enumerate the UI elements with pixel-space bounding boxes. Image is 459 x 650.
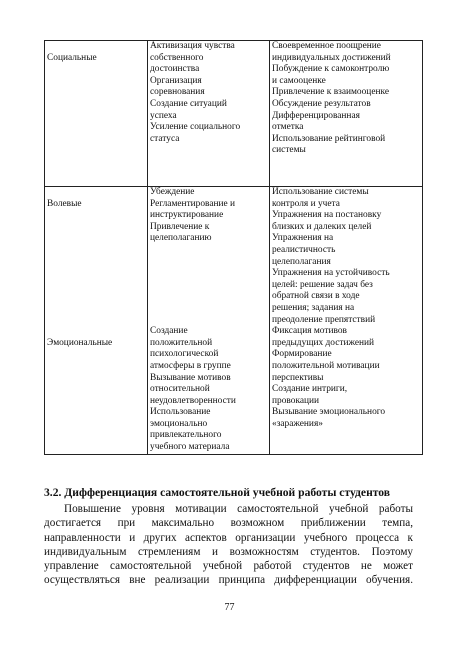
list-item: Упражнения на устойчивость	[272, 268, 390, 279]
motive-type-label: Эмоциональные	[47, 337, 113, 348]
body-paragraph	[44, 502, 413, 588]
list-item: предыдущих достижений	[272, 337, 375, 348]
list-item: Формирование	[272, 349, 332, 360]
list-item: системы	[272, 145, 306, 156]
list-item: учебного материала	[150, 442, 230, 453]
list-item: инструктирование	[150, 210, 224, 221]
table-row	[45, 326, 423, 454]
motive-type-cell	[45, 41, 148, 187]
list-item: Использование	[150, 407, 211, 418]
list-item: Вызывание мотивов	[150, 372, 231, 383]
list-item: контроля и учета	[272, 198, 340, 209]
motive-type-label: Волевые	[47, 198, 82, 209]
list-item: обратной связи в ходе	[272, 291, 360, 302]
list-item: Упражнения на постановку	[272, 210, 382, 221]
list-item: целей: решение задач без	[272, 279, 373, 290]
list-item: близких и далеких целей	[272, 221, 372, 232]
list-item: привлекательного	[150, 430, 222, 441]
list-item: Вызывание эмоционального	[272, 407, 386, 418]
list-item: Организация	[150, 75, 202, 86]
list-item: целеполагания	[272, 256, 331, 267]
list-item: достоинства	[150, 64, 200, 75]
table-row	[45, 41, 423, 187]
list-item: Создание ситуаций	[150, 98, 227, 109]
list-item: Обсуждение результатов	[272, 98, 371, 109]
list-item: Побуждение к самоконтролю	[272, 64, 390, 75]
list-item: и самооценке	[272, 75, 326, 86]
motivation-table	[44, 40, 423, 455]
list-item: психологической	[150, 349, 219, 360]
list-item: статуса	[150, 133, 180, 144]
list-item: целеполаганию	[150, 233, 212, 244]
paragraph-line: направленности и других аспектов организации учебного процесса к	[44, 531, 413, 544]
list-item: Создание	[150, 326, 188, 337]
methods-cell	[148, 41, 270, 187]
list-item: положительной	[150, 337, 213, 348]
list-item: индивидуальных достижений	[272, 52, 391, 63]
list-item: соревнования	[150, 87, 205, 98]
list-item: Активизация чувства	[150, 41, 235, 51]
list-item: Использование рейтинговой	[272, 133, 386, 144]
section-heading: 3.2. Дифференциация самостоятельной учебной работы студентов	[44, 486, 391, 499]
list-item: атмосферы в группе	[150, 360, 231, 371]
paragraph-line: индивидуальным стремлениям и возможностям студентов. Поэтому	[44, 545, 413, 558]
list-item: «заражения»	[272, 418, 323, 429]
list-item: неудовлетворенности	[150, 395, 236, 406]
list-item: Усиление социального	[150, 122, 241, 133]
table-row	[45, 187, 423, 327]
list-item: Регламентирование и	[150, 198, 236, 209]
paragraph-line: Повышение уровня мотивации самостоятельной учебной работы	[64, 503, 413, 515]
list-item: провокации	[272, 395, 320, 406]
motive-type-cell	[45, 326, 148, 454]
paragraph-line: осуществляться вне реализации принципа дифференциации обучения.	[44, 574, 413, 587]
list-item: Привлечение к взаимооценке	[272, 87, 389, 98]
methods-cell	[148, 326, 270, 454]
list-item: отметка	[272, 122, 304, 133]
list-item: успеха	[150, 110, 177, 121]
list-item: относительной	[150, 384, 210, 395]
list-item: перспективы	[272, 372, 324, 383]
actions-cell	[270, 187, 423, 327]
list-item: решения; задания на	[272, 302, 355, 313]
actions-cell	[270, 326, 423, 454]
list-item: эмоционально	[150, 418, 208, 429]
list-item: реалистичность	[272, 244, 336, 255]
list-item: Своевременное поощрение	[272, 41, 381, 51]
list-item: Использование системы	[272, 187, 369, 197]
paragraph-line: управление самостоятельной учебной работой студентов не может	[44, 560, 413, 573]
list-item: преодоление препятствий	[272, 314, 376, 325]
list-item: Привлечение к	[150, 221, 210, 232]
list-item: Создание интриги,	[272, 384, 348, 395]
list-item: Убеждение	[150, 187, 195, 197]
motive-type-label: Социальные	[47, 52, 97, 63]
list-item: Упражнения на	[272, 233, 334, 244]
paragraph-line: достигается при максимально возможном приближении темпа,	[44, 517, 413, 530]
list-item: положительной мотивации	[272, 360, 380, 371]
page-number: 77	[224, 602, 235, 613]
motive-type-cell	[45, 187, 148, 327]
methods-cell	[148, 187, 270, 327]
list-item: Фиксация мотивов	[272, 326, 347, 337]
actions-cell	[270, 41, 423, 187]
list-item: Дифференцированная	[272, 110, 360, 121]
list-item: собственного	[150, 52, 204, 63]
